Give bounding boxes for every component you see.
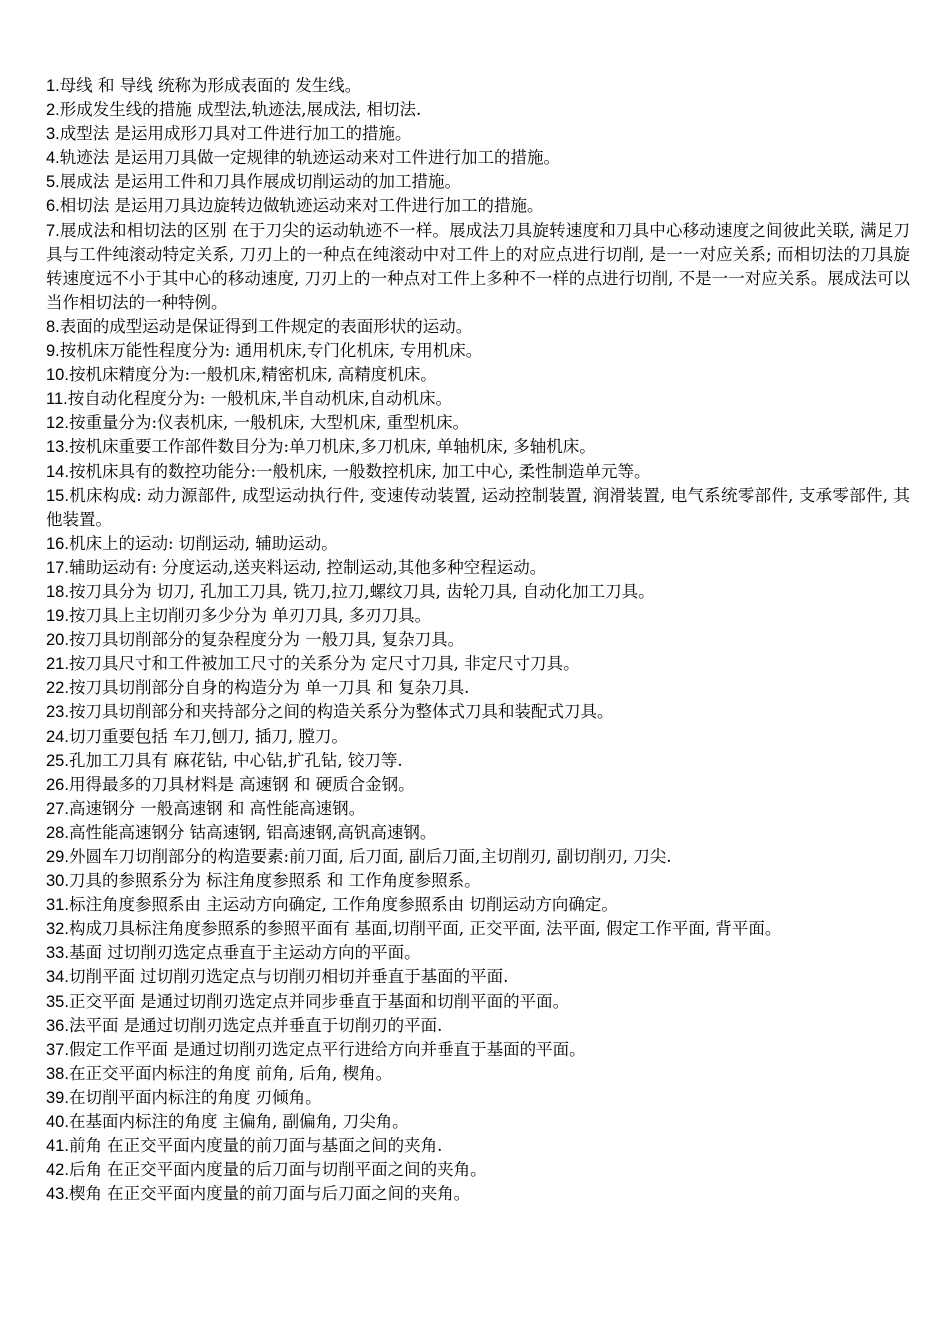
item-number: 35. <box>46 992 69 1011</box>
item-number: 2. <box>46 101 60 120</box>
item-text: 形成发生线的措施 成型法,轨迹法,展成法, 相切法. <box>59 100 422 120</box>
item-number: 10. <box>46 366 69 385</box>
item-text: 楔角 在正交平面内度量的前刀面与后刀面之间的夹角。 <box>68 1184 471 1204</box>
item-text: 机床构成: 动力源部件, 成型运动执行件, 变速传动装置, 运动控制装置, 润滑装置, 电气系统零部件, 支承零部件, 其他装置。 <box>46 485 910 529</box>
list-item <box>46 676 910 700</box>
item-text: 按刀具切削部分和夹持部分之间的构造关系分为整体式刀具和装配式刀具。 <box>68 702 614 722</box>
list-item <box>46 411 910 435</box>
item-number: 37. <box>46 1040 69 1059</box>
list-item <box>46 580 910 604</box>
list-item <box>46 821 910 845</box>
list-item <box>46 1014 910 1038</box>
item-number: 20. <box>46 631 69 650</box>
item-number: 36. <box>46 1016 69 1035</box>
item-number: 1. <box>46 77 60 95</box>
list-item <box>46 917 910 941</box>
list-item <box>46 869 910 893</box>
list-item <box>46 219 910 315</box>
list-item <box>46 893 910 917</box>
list-item <box>46 628 910 652</box>
item-number: 12. <box>46 414 69 433</box>
list-item <box>46 435 910 459</box>
item-text: 基面 过切削刃选定点垂直于主运动方向的平面。 <box>68 943 421 963</box>
list-item <box>46 1086 910 1110</box>
list-item <box>46 941 910 965</box>
item-number: 8. <box>46 317 60 336</box>
list-item <box>46 315 910 339</box>
item-number: 22. <box>46 679 69 698</box>
list-item <box>46 1134 910 1158</box>
item-number: 15. <box>46 486 69 505</box>
item-number: 33. <box>46 944 69 963</box>
item-text: 按刀具分为 切刀, 孔加工刀具, 铣刀,拉刀,螺纹刀具, 齿轮刀具, 自动化加工刀具。 <box>68 581 655 601</box>
list-item <box>46 652 910 676</box>
item-number: 17. <box>46 558 69 577</box>
list-item <box>46 460 910 484</box>
item-number: 13. <box>46 438 69 457</box>
list-item <box>46 845 910 869</box>
list-item <box>46 965 910 989</box>
item-text: 按机床具有的数控功能分:一般机床, 一般数控机床, 加工中心, 柔性制造单元等。 <box>68 461 651 481</box>
item-number: 30. <box>46 872 69 891</box>
item-number: 3. <box>46 125 60 144</box>
list-item <box>46 532 910 556</box>
item-text: 辅助运动有: 分度运动,送夹料运动, 控制运动,其他多种空程运动。 <box>68 557 547 577</box>
list-item <box>46 1110 910 1134</box>
item-text: 正交平面 是通过切削刃选定点并同步垂直于基面和切削平面的平面。 <box>68 991 570 1011</box>
list-item <box>46 1062 910 1086</box>
item-number: 11. <box>46 390 68 409</box>
item-number: 24. <box>46 727 69 746</box>
list-item <box>46 1038 910 1062</box>
item-text: 前角 在正交平面内度量的前刀面与基面之间的夹角. <box>68 1136 443 1156</box>
item-text: 在基面内标注的角度 主偏角, 副偏角, 刀尖角。 <box>68 1112 409 1132</box>
list-item <box>46 725 910 749</box>
list-item <box>46 170 910 194</box>
list-item <box>46 122 910 146</box>
list-item <box>46 749 910 773</box>
item-text: 按机床精度分为:一般机床,精密机床, 高精度机床。 <box>68 365 437 385</box>
list-item <box>46 146 910 170</box>
item-text: 外圆车刀切削部分的构造要素:前刀面, 后刀面, 副后刀面,主切削刃, 副切削刃, 刀尖. <box>68 847 672 866</box>
item-number: 43. <box>46 1185 69 1204</box>
item-number: 19. <box>46 607 69 626</box>
item-number: 29. <box>46 848 69 866</box>
item-number: 39. <box>46 1088 69 1107</box>
item-number: 32. <box>46 920 69 939</box>
item-text: 轨迹法 是运用刀具做一定规律的轨迹运动来对工件进行加工的措施。 <box>59 148 561 168</box>
item-number: 31. <box>46 896 69 915</box>
item-text: 后角 在正交平面内度量的后刀面与切削平面之间的夹角。 <box>68 1160 487 1180</box>
item-text: 在正交平面内标注的角度 前角, 后角, 楔角。 <box>68 1063 393 1083</box>
item-text: 切刀重要包括 车刀,刨刀, 插刀, 膛刀。 <box>68 726 348 746</box>
item-text: 构成刀具标注角度参照系的参照平面有 基面,切削平面, 正交平面, 法平面, 假定工作平面, 背平面。 <box>68 919 782 939</box>
item-text: 成型法 是运用成形刀具对工件进行加工的措施。 <box>59 124 412 144</box>
list-item <box>46 484 910 532</box>
list-item <box>46 98 910 122</box>
item-number: 23. <box>46 703 69 722</box>
item-text: 标注角度参照系由 主运动方向确定, 工作角度参照系由 切削运动方向确定。 <box>68 895 618 915</box>
item-number: 21. <box>46 655 69 674</box>
item-number: 26. <box>46 775 69 794</box>
item-number: 42. <box>46 1161 69 1180</box>
list-item <box>46 556 910 580</box>
item-number: 5. <box>46 173 60 192</box>
item-number: 34. <box>46 968 69 987</box>
item-number: 28. <box>46 823 69 842</box>
item-number: 7. <box>46 221 60 240</box>
item-text: 展成法和相切法的区别 在于刀尖的运动轨迹不一样。展成法刀具旋转速度和刀具中心移动速度之间彼此关联, 满足刀具与工件纯滚动特定关系, 刀刃上的一种点在纯滚动中对工件上的对应点进行切削, 是一一对应关系; 而相切法的刀具旋转速度远不小于其中心的移动速度, 刀刃上的一种点对工件上多种不一样的点进行切削, 不是一一对应关系。展成法可以当作相切法的一种特例。 <box>46 220 910 312</box>
item-text: 法平面 是通过切削刃选定点并垂直于切削刃的平面. <box>68 1015 443 1035</box>
item-text: 按重量分为:仪表机床, 一般机床, 大型机床, 重型机床。 <box>68 413 469 433</box>
item-number: 41. <box>46 1137 69 1156</box>
list-item <box>46 773 910 797</box>
item-text: 机床上的运动: 切削运动, 辅助运动。 <box>68 533 338 553</box>
list-item <box>46 194 910 218</box>
item-text: 孔加工刀具有 麻花钻, 中心钻,扩孔钻, 铰刀等. <box>68 750 403 770</box>
item-number: 25. <box>46 751 69 770</box>
item-text: 高性能高速钢分 钴高速钢, 铝高速钢,高钒高速钢。 <box>68 822 437 842</box>
list-item <box>46 363 910 387</box>
item-number: 4. <box>46 149 60 168</box>
list-item <box>46 74 910 98</box>
item-text: 用得最多的刀具材料是 高速钢 和 硬质合金钢。 <box>68 774 415 794</box>
item-number: 6. <box>46 197 60 216</box>
item-number: 40. <box>46 1113 69 1132</box>
item-text: 切削平面 过切削刃选定点与切削刃相切并垂直于基面的平面. <box>68 967 509 987</box>
list-item <box>46 604 910 628</box>
item-number: 27. <box>46 799 69 818</box>
item-text: 按机床万能性程度分为: 通用机床,专门化机床, 专用机床。 <box>59 341 483 361</box>
item-text: 刀具的参照系分为 标注角度参照系 和 工作角度参照系。 <box>68 871 481 891</box>
item-text: 按刀具上主切削刃多少分为 单刃刀具, 多刃刀具。 <box>68 606 432 626</box>
document-body <box>46 74 910 1206</box>
item-text: 按自动化程度分为: 一般机床,半自动机床,自动机床。 <box>67 389 453 409</box>
item-text: 展成法 是运用工件和刀具作展成切削运动的加工措施。 <box>59 172 462 192</box>
item-text: 母线 和 导线 统称为形成表面的 发生线。 <box>59 76 362 95</box>
item-text: 按刀具切削部分的复杂程度分为 一般刀具, 复杂刀具。 <box>68 630 465 650</box>
list-item <box>46 387 910 411</box>
item-text: 按刀具切削部分自身的构造分为 单一刀具 和 复杂刀具. <box>68 678 470 698</box>
item-text: 假定工作平面 是通过切削刃选定点平行进给方向并垂直于基面的平面。 <box>68 1039 586 1059</box>
list-item <box>46 700 910 724</box>
item-number: 9. <box>46 342 60 361</box>
list-item <box>46 1182 910 1206</box>
item-number: 16. <box>46 534 69 553</box>
list-item <box>46 339 910 363</box>
item-text: 表面的成型运动是保证得到工件规定的表面形状的运动。 <box>59 316 473 336</box>
item-text: 按刀具尺寸和工件被加工尺寸的关系分为 定尺寸刀具, 非定尺寸刀具。 <box>68 654 580 674</box>
item-number: 14. <box>46 462 69 481</box>
item-text: 按机床重要工作部件数目分为:单刀机床,多刀机床, 单轴机床, 多轴机床。 <box>68 437 596 457</box>
list-item <box>46 990 910 1014</box>
item-text: 在切削平面内标注的角度 刃倾角。 <box>68 1087 322 1107</box>
list-item <box>46 1158 910 1182</box>
item-number: 38. <box>46 1064 69 1083</box>
item-number: 18. <box>46 582 69 601</box>
item-text: 高速钢分 一般高速钢 和 高性能高速钢。 <box>68 798 366 818</box>
list-item <box>46 797 910 821</box>
item-text: 相切法 是运用刀具边旋转边做轨迹运动来对工件进行加工的措施。 <box>59 196 544 216</box>
